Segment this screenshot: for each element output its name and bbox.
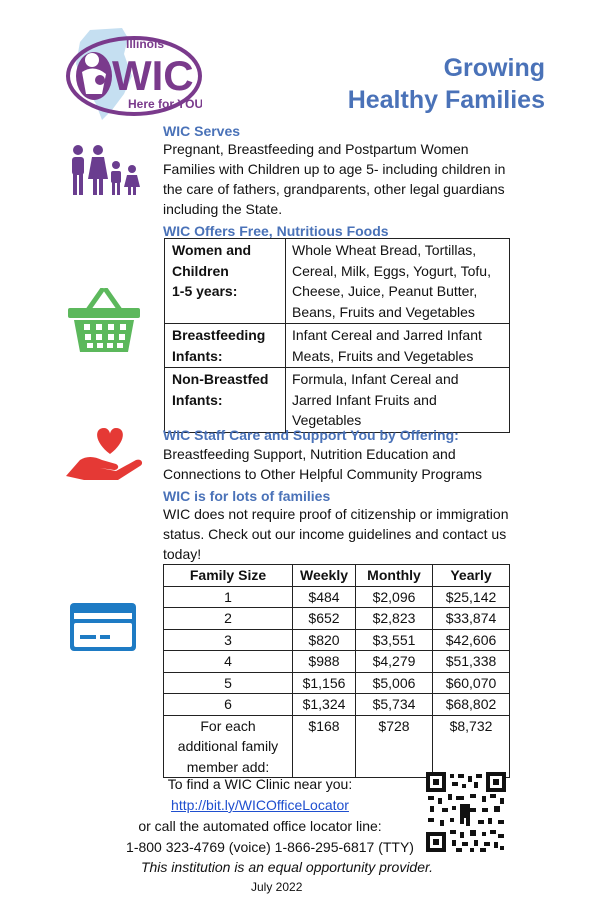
serves-text: Pregnant, Breastfeeding and Postpartum Women Families with Children up to age 5- including children in the care of fathers, grandparents, other legal guardians including the State. [163,141,506,217]
svg-text:Here for YOU!: Here for YOU! [128,97,202,111]
foods-value: Formula, Infant Cereal and Jarred Infant Fruits and Vegetables [286,368,510,433]
foods-label: Breastfeeding Infants: [165,324,286,368]
families-heading: WIC is for lots of families [163,488,331,504]
foods-heading: WIC Offers Free, Nutritious Foods [163,223,389,239]
foods-value: Infant Cereal and Jarred Infant Meats, Fruits and Vegetables [286,324,510,368]
table-row [165,368,510,433]
column-header: Yearly [433,565,510,587]
title-line-2: Healthy Families [347,86,545,114]
table-row [165,239,510,324]
hand-heart-icon [64,424,144,482]
table-row: 3 $820 $3,551 $42,606 [164,629,510,651]
qr-code-icon[interactable] [426,772,506,852]
foods-table [164,238,510,433]
column-header: Weekly [293,565,356,587]
table-header-row [164,565,510,587]
date-text: July 2022 [251,880,303,894]
foods-label: Women and Children 1-5 years: [165,239,286,324]
families-text: WIC does not require proof of citizenship or immigration status. Check out our income guidelines and contact us today! [163,506,509,562]
equal-opportunity-text: This institution is an equal opportunity provider. [140,859,434,875]
column-header: Family Size [164,565,293,587]
income-table [163,564,510,778]
wic-logo [62,24,202,122]
svg-text:Illinois: Illinois [126,37,165,51]
foods-value: Whole Wheat Bread, Tortillas, Cereal, Milk, Eggs, Yogurt, Tofu, Cheese, Juice, Peanut Butter, Beans, Fruits and Vegetables [286,239,510,324]
call-text: or call the automated office locator line: [138,818,382,834]
serves-heading: WIC Serves [163,123,241,139]
staff-heading: WIC Staff Care and Support You by Offering: [163,427,459,443]
foods-label: Non-Breastfed Infants: [165,368,286,433]
title-line-1: Growing [443,54,545,82]
page-title [348,52,545,116]
table-row: For each additional family member add: $168 $728 $8,732 [164,715,510,778]
table-row: 6 $1,324 $5,734 $68,802 [164,694,510,716]
family-icon [68,145,144,197]
find-clinic-text: To find a WIC Clinic near you: [167,776,353,792]
basket-icon [66,288,142,354]
table-row: 1 $484 $2,096 $25,142 [164,586,510,608]
phones-text: 1-800 323-4769 (voice) 1-866-295-6817 (TTY) [126,839,414,855]
column-header: Monthly [356,565,433,587]
locator-link[interactable]: http://bit.ly/WICOfficeLocator [171,797,349,813]
credit-card-icon [70,603,136,651]
svg-text:WIC: WIC [112,52,194,99]
staff-text: Breastfeeding Support, Nutrition Education and Connections to Other Helpful Community Programs [163,446,483,482]
table-row: 2 $652 $2,823 $33,874 [164,608,510,630]
table-row [165,324,510,368]
footer [100,774,420,837]
table-row: 5 $1,156 $5,006 $60,070 [164,672,510,694]
table-row: 4 $988 $4,279 $51,338 [164,651,510,673]
